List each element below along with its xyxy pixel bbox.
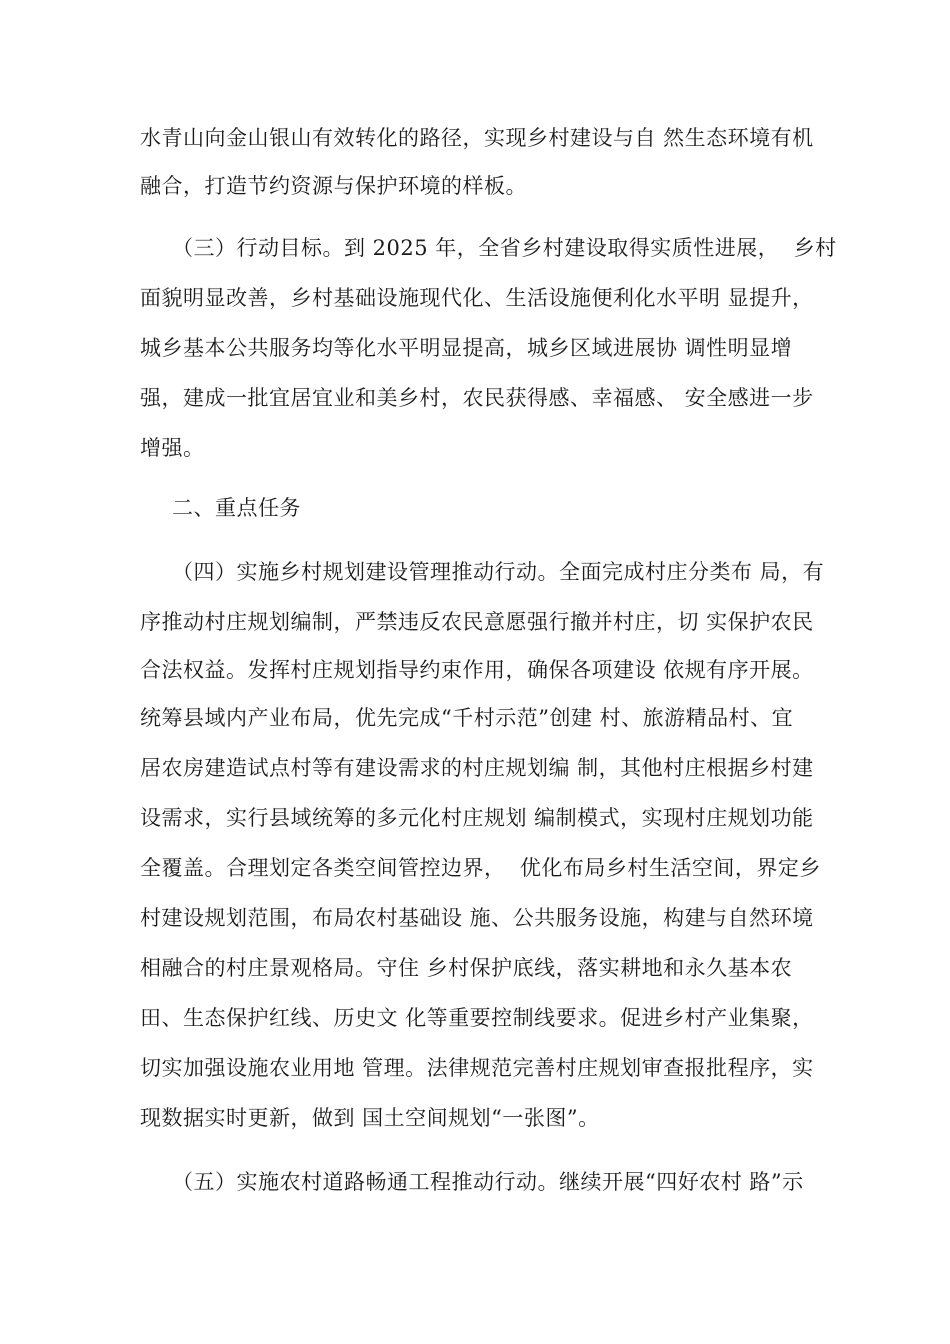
- text-line: 城乡基本公共服务均等化水平明显提高，城乡区域进展协 调性明显增: [140, 336, 793, 360]
- text-line: 切实加强设施农业用地 管理。法律规范完善村庄规划审查报批程序，实: [140, 1056, 814, 1080]
- text-line: 强，建成一批宜居宜业和美乡村，农民获得感、幸福感、 安全感进一步: [140, 386, 814, 410]
- text-line: 增强。: [140, 436, 205, 460]
- text-line: 合法权益。发挥村庄规划指导约束作用，确保各项建设 依规有序开展。: [140, 658, 814, 682]
- text-line: 设需求，实行县域统筹的多元化村庄规划 编制模式，实现村庄规划功能: [140, 806, 814, 830]
- text-line: 现数据实时更新，做到 国土空间规划“一张图”。: [140, 1106, 600, 1130]
- text-line: 水青山向金山银山有效转化的路径，实现乡村建设与自 然生态环境有机: [140, 126, 814, 150]
- text-line: 相融合的村庄景观格局。守住 乡村保护底线，落实耕地和永久基本农: [140, 956, 793, 980]
- text-line: 面貌明显改善，乡村基础设施现代化、生活设施便利化水平明 显提升，: [140, 286, 814, 310]
- text-line: 居农房建造试点村等有建设需求的村庄规划编 制，其他村庄根据乡村建: [140, 756, 814, 780]
- text-line: 序推动村庄规划编制，严禁违反农民意愿强行撤并村庄，切 实保护农民: [140, 610, 814, 634]
- text-line: 村建设规划范围，布局农村基础设 施、公共服务设施，构建与自然环境: [140, 906, 814, 930]
- paragraph-five-heading: （五）实施农村道路畅通工程推动行动。继续开展“四好农村 路”示: [172, 1170, 804, 1194]
- text-line: 田、生态保护红线、历史文 化等重要控制线要求。促进乡村产业集聚，: [140, 1006, 814, 1030]
- text-line: 统筹县域内产业布局，优先完成“千村示范”创建 村、旅游精品村、宜: [140, 706, 794, 730]
- paragraph-four-heading: （四）实施乡村规划建设管理推动行动。全面完成村庄分类布 局，有: [172, 560, 825, 584]
- section-heading: 二、重点任务: [172, 496, 301, 520]
- paragraph-three-heading: （三）行动目标。到 2025 年，全省乡村建设取得实质性进展， 乡村: [172, 236, 837, 260]
- text-line: 全覆盖。合理划定各类空间管控边界， 优化布局乡村生活空间，界定乡: [140, 856, 821, 880]
- text-line: 融合，打造节约资源与保护环境的样板。: [140, 174, 527, 198]
